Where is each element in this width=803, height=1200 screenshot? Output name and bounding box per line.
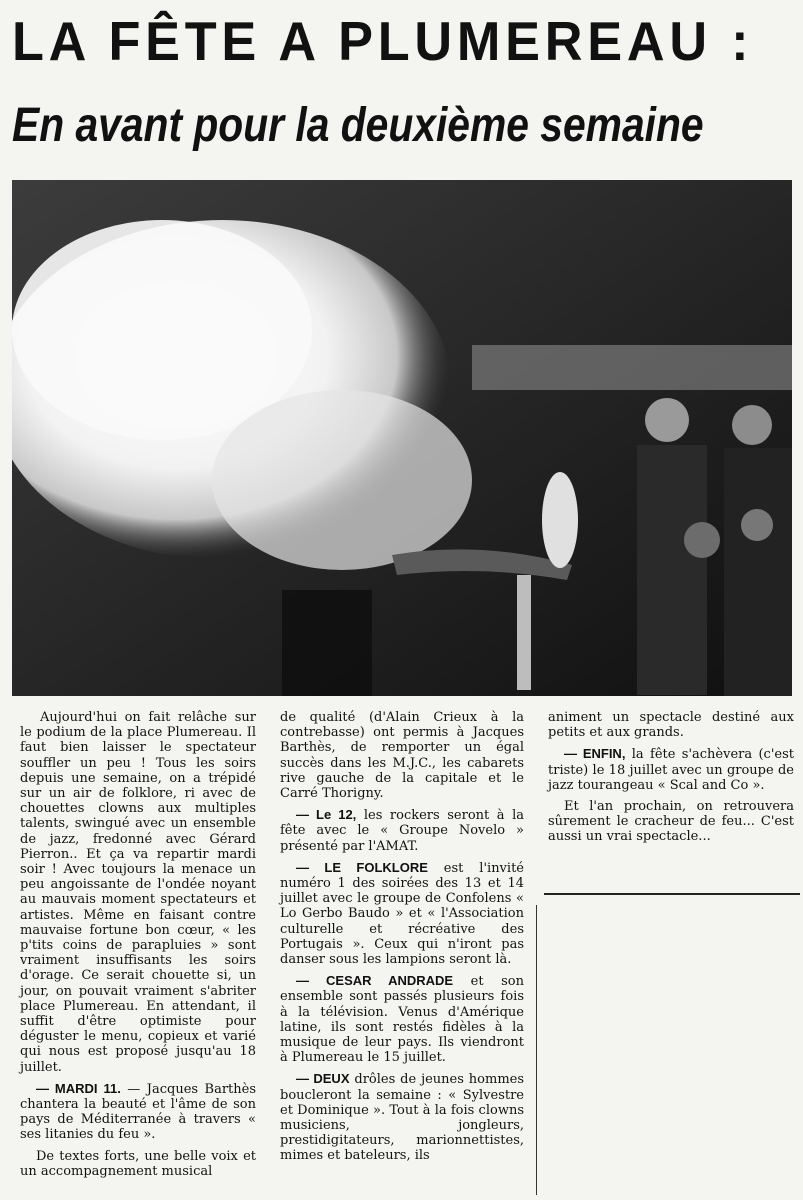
article-column-1 (20, 710, 256, 1185)
paragraph-qualite: de qualité (d'Alain Crieux à la contrebasse) ont permis à Jacques Barthès, de remporter un égal succès dans les M.J.C., les cabarets rive gauche de la capitale et le Carré Thorigny. (280, 710, 524, 802)
column-divider (536, 905, 537, 1195)
paragraph-animent: animent un spectacle destiné aux petits et aux grands. (548, 710, 794, 741)
text-deux: drôles de jeunes hommes boucleront la semaine : « Sylvestre et Dominique ». Tout à la fois clowns musiciens, jongleurs, prestidigitateurs, marionnettistes, mimes et bateleurs, ils (280, 1072, 525, 1164)
article-column-2 (280, 710, 524, 1170)
lead-le12: — Le 12, (296, 807, 357, 823)
paragraph-folklore (280, 860, 524, 967)
lead-deux: — DEUX (296, 1071, 350, 1087)
paragraph-enfin (548, 746, 794, 793)
paragraph-an-prochain: Et l'an prochain, on retrouvera sûrement le cracheur de feu... C'est aussi un vrai spectacle... (548, 799, 794, 845)
paragraph-mardi (20, 1081, 256, 1143)
text-folklore: est l'invité numéro 1 des soirées des 13 et 14 juillet avec le groupe de Confolens « Lo Gerbo Baudo » et « l'Association culturelle et récréative des Portugais ». Ceux qui n'iront pas danser sous les lampions seront là. (280, 860, 524, 968)
fire-breather-photo (12, 180, 792, 696)
lead-enfin: — ENFIN, (564, 746, 626, 762)
text-le12: les rockers seront à la fête avec le « Groupe Novelo » présenté par l'AMAT. (280, 808, 524, 854)
paragraph-andrade (280, 973, 524, 1065)
subheadline: En avant pour la deuxième semaine (12, 99, 704, 152)
lead-andrade: — CESAR ANDRADE (296, 973, 454, 989)
lead-mardi: — MARDI 11. (36, 1080, 121, 1096)
article-column-3 (548, 710, 794, 851)
column-end-rule (544, 893, 800, 895)
text-mardi: — Jacques Barthès chantera la beauté et l'âme de son pays de Méditerranée à travers « ses litanies du feu ». (20, 1081, 256, 1143)
paragraph-le12 (280, 807, 524, 854)
text-enfin: la fête s'achèvera (c'est triste) le 18 juillet avec un groupe de jazz tourangeau « Scal and Co ». (548, 747, 794, 793)
paragraph-deux (280, 1071, 524, 1163)
paragraph-intro: Aujourd'hui on fait relâche sur le podium de la place Plumereau. Il faut bien laisser le spectateur souffler un peu ! Tous les soirs depuis une semaine, on a trépidé sur un air de folklore, ri avec de chouettes clowns aux multiples talents, swingué avec un ensemble de jazz, fredonné avec Gérard Pierron.. Et ça va repartir mardi soir ! Avec toujours la menace un peu angoissante de l'ondée noyant au mauvais moment spectateurs et artistes. Même en faisant contre mauvaise fortune bon cœur, « les p'tits coins de parapluies » sont vraiment insuffisants les soirs d'orage. Ce serait chouette si, un jour, on pouvait vraiment s'abriter place Plumereau. En attendant, il suffit d'être optimiste pour déguster le menu, copieux et varié qui nous est proposé jusqu'au 18 juillet. (20, 710, 256, 1075)
text-andrade: et son ensemble sont passés plusieurs fois à la télévision. Venus d'Amérique latine, ils sont restés fidèles à la musique de leur pays. Ils viendront à Plumereau le 15 juillet. (280, 974, 524, 1066)
headline: LA FÊTE A PLUMEREAU : (12, 10, 754, 72)
paragraph-textes: De textes forts, une belle voix et un accompagnement musical (20, 1148, 256, 1179)
lead-folklore: — LE FOLKLORE (296, 859, 428, 875)
